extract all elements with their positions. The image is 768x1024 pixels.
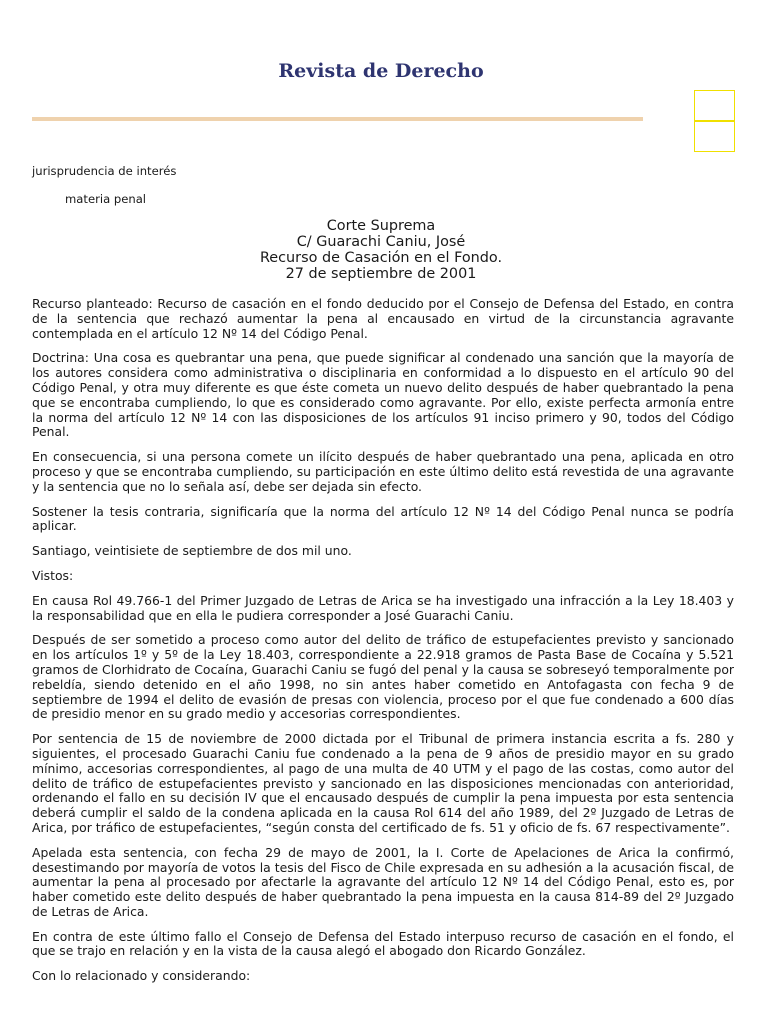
paragraph-apelacion: Apelada esta sentencia, con fecha 29 de mayo de 2001, la I. Corte de Apelaciones de Arica la confirmó, desestimando por mayoría de votos la tesis del Fisco de Chile expresada en su adhesión a la acusación fiscal, de aumentar la pena al procesado por afectarle la agravante del artículo 12 Nº 14 del Código Penal, esto es, por haber cometido este delito después de haber quebrantado la pena impuesta en la causa 814-89 del 2º Juzgado de Letras de Arica. bbox=[32, 844, 734, 919]
paragraph-doctrina: Doctrina: Una cosa es quebrantar una pena, que puede significar al condenado una sanción que la mayoría de los autores considera como administrativa o disciplinaria en conformidad a lo dispuesto en el artículo 90 del Código Penal, y otra muy diferente es que éste cometa un nuevo delito después de haber quebrantado la pena que se encontraba cumpliendo, lo que es considerado como agravante. Por ello, existe perfecta armonía entre la norma del artículo 12 Nº 14 con las disposiciones de los artículos 91 inciso primero y 90, todos del Código Penal. bbox=[32, 350, 734, 440]
paragraph-considerando: Con lo relacionado y considerando: bbox=[32, 968, 251, 984]
paragraph-proceso: Después de ser sometido a proceso como autor del delito de tráfico de estupefacientes previsto y sancionado en los artículos 1º y 5º de la Ley 18.403, correspondiente a 22.918 gramos de Pasta Base de Cocaína y 5.521 gramos de Clorhidrato de Cocaína, Guarachi Caniu se fugó del penal y la causa se sobreseyó temporalmente por rebeldía, siendo detenido en el año 1998, no sin antes haber cometido en Antofagasta con fecha 9 de septiembre de 1994 el delito de evasión de presas con violencia, proceso por el que fue condenado a 600 días de presidio menor en su grado medio y accesorias correspondientes. bbox=[32, 632, 734, 722]
yellow-outline-box-bottom bbox=[694, 121, 735, 152]
paragraph-sentencia: Por sentencia de 15 de noviembre de 2000 dictada por el Tribunal de primera instancia escrita a fs. 280 y siguientes, el procesado Guarachi Caniu fue condenado a la pena de 9 años de presidio mayor en su grado mínimo, accesorias correspondientes, al pago de una multa de 40 UTM y el pago de las costas, como autor del delito de tráfico de estupefacientes previsto y sancionado en las disposiciones mencionadas con anterioridad, ordenando el fallo en su decisión IV que el encausado después de cumplir la pena impuesta por esta sentencia deberá cumplir el saldo de la condena aplicada en la causa Rol 614 del año 1989, del 2º Juzgado de Letras de Arica, por tráfico de estupefacientes, “según consta del certificado de fs. 51 y oficio de fs. 67 respectivamente”. bbox=[32, 731, 734, 835]
article-body bbox=[32, 297, 734, 994]
resource-type: Recurso de Casación en el Fondo. bbox=[259, 250, 503, 266]
ruling-date: 27 de septiembre de 2001 bbox=[285, 266, 477, 282]
paragraph-fecha: Santiago, veintisiete de septiembre de dos mil uno. bbox=[32, 543, 352, 559]
yellow-outline-box-top bbox=[694, 90, 735, 121]
section-label: jurisprudencia de interés bbox=[32, 164, 177, 178]
case-header bbox=[0, 218, 762, 282]
subsection-label: materia penal bbox=[65, 192, 147, 206]
paragraph-recurso: Recurso planteado: Recurso de casación en el fondo deducido por el Consejo de Defensa del Estado, en contra de la sentencia que rechazó aumentar la pena al encausado en virtud de la circunstancia agravante contemplada en el artículo 12 Nº 14 del Código Penal. bbox=[32, 296, 734, 341]
court-name: Corte Suprema bbox=[326, 218, 436, 234]
paragraph-casacion: En contra de este último fallo el Consejo de Defensa del Estado interpuso recurso de casación en el fondo, el que se trajo en relación y en la vista de la causa alegó el abogado don Ricardo González. bbox=[32, 928, 734, 959]
header-divider bbox=[32, 117, 643, 121]
case-parties: C/ Guarachi Caniu, José bbox=[296, 234, 466, 250]
paragraph-vistos: Vistos: bbox=[32, 567, 74, 583]
paragraph-causa: En causa Rol 49.766-1 del Primer Juzgado de Letras de Arica se ha investigado una infracción a la Ley 18.403 y la responsabilidad que en ella le pudiera corresponder a José Guarachi Caniu. bbox=[32, 592, 734, 623]
journal-title: Revista de Derecho bbox=[278, 60, 484, 82]
paragraph-consecuencia: En consecuencia, si una persona comete un ilícito después de haber quebrantado una pena, aplicada en otro proceso y que se encontraba cumpliendo, su participación en este último delito está revestida de una agravante y la sentencia que no lo señala así, debe ser dejada sin efecto. bbox=[32, 449, 734, 494]
paragraph-tesis: Sostener la tesis contraria, significaría que la norma del artículo 12 Nº 14 del Código Penal nunca se podría aplicar. bbox=[32, 503, 734, 534]
